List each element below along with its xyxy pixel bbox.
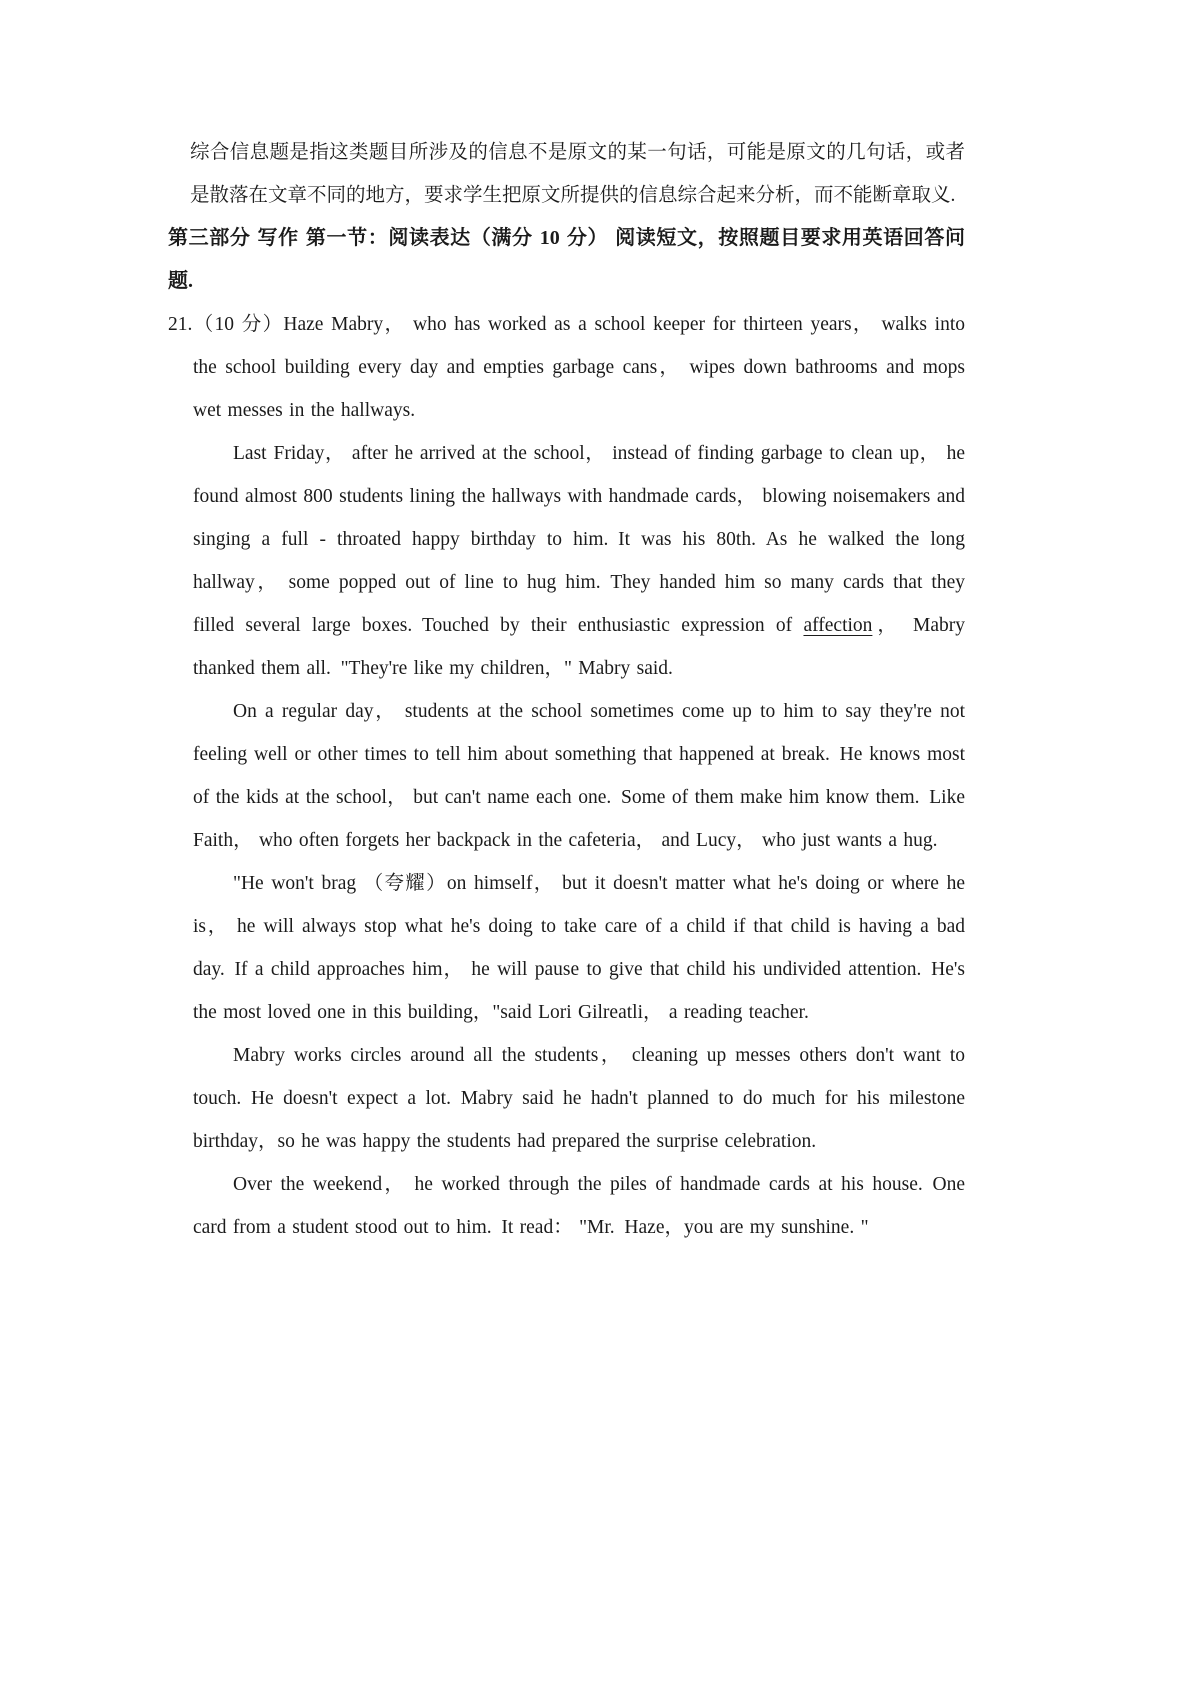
passage-paragraph-3: On a regular day， students at the school sometimes come up to him to say they're not feeling well or other times to tell him about something that happened at break. He knows most of the kids at the school， but can't name each one. Some of them make him know them. Like Faith， who often forgets her backpack in the cafeteria， and Lucy， who just wants a hug. [193,701,965,851]
paragraph-2-after: ， Mabry thanked them all. "They're like my children，" Mabry said. [193,615,965,679]
underlined-word-affection: affection [803,615,873,636]
intro-paragraph: 综合信息题是指这类题目所涉及的信息不是原文的某一句话，可能是原文的几句话，或者是散落在文章不同的地方，要求学生把原文所提供的信息综合起来分析，而不能断章取义. [190,142,965,206]
passage-paragraph-2 [193,432,965,690]
paragraph-2-before: Last Friday， after he arrived at the school， instead of finding garbage to clean up， he found almost 800 students lining the hallways with handmade cards， blowing noisemakers and singing a full - throated happy birthday to him. It was his 80th. As he walked the long hallway， some popped out of line to hug him. They handed him so many cards that they filled several large boxes. Touched by their enthusiastic expression of [193,443,965,636]
question-opening [168,303,965,432]
passage-paragraph-5: Mabry works circles around all the students， cleaning up messes others don't want to touch. He doesn't expect a lot. Mabry said he hadn't planned to do much for his milestone birthday，so he was happy the students had prepared the surprise celebration. [193,1045,965,1152]
question-opening-text: Haze Mabry， who has worked as a school keeper for thirteen years， walks into the school building every day and empties garbage cans， wipes down bathrooms and mops wet messes in the hallways. [193,314,965,421]
passage-paragraph-6: Over the weekend， he worked through the piles of handmade cards at his house. One card from a student stood out to him. It read： "Mr. Haze，you are my sunshine. " [193,1174,965,1238]
section-heading: 第三部分 写作 第一节：阅读表达（满分 10 分） 阅读短文，按照题目要求用英语回答问题. [168,227,965,292]
passage-paragraph-4: "He won't brag （夸耀）on himself， but it doesn't matter what he's doing or where he is， he will always stop what he's doing to take care of a child if that child is having a bad day. If a child approaches him， he will pause to give that child his undivided attention. He's the most loved one in this building，"said Lori Gilreatli， a reading teacher. [193,873,965,1023]
question-21 [168,303,965,1249]
question-number: 21.（10 分） [168,314,284,335]
